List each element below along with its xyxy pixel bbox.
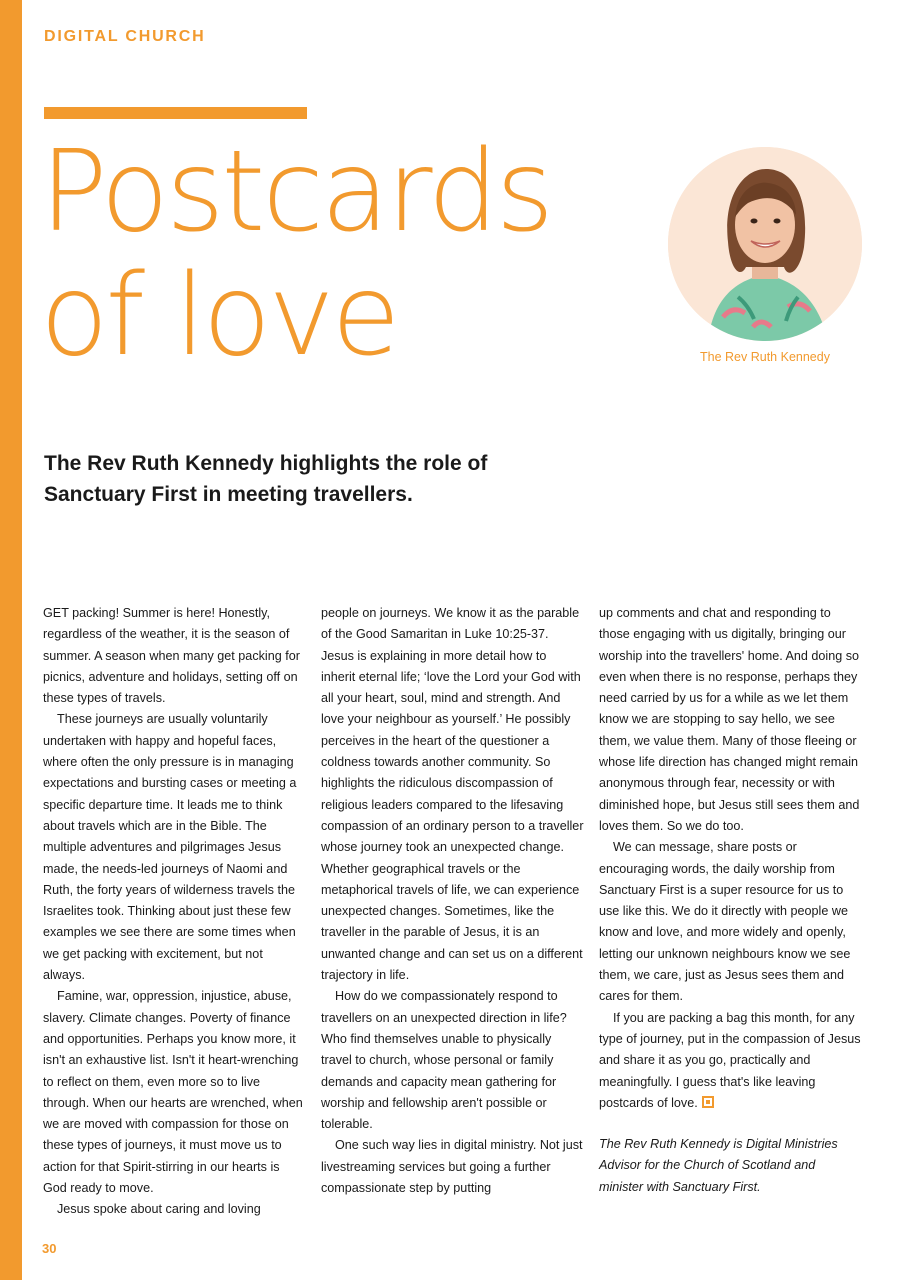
paragraph: How do we compassionately respond to travellers on an unexpected direction in life? Who find themselves unable to physically travel to church, whose personal or family demands and capacity mean gathering for worship and fellowship aren't possible or tolerable. — [321, 989, 567, 1132]
author-bio: The Rev Ruth Kennedy is Digital Ministries Advisor for the Church of Scotland and minister with Sanctuary First. — [599, 1137, 838, 1194]
paragraph: up comments and chat and responding to those engaging with us digitally, bringing our worship into the travellers' home. And doing so even when there is no response, perhaps they need carried by us for a while as we let them know we are stopping to say hello, we see them, we value them. Many of those fleeing or whose life direction has changed might remain anonymous through fear, necessity or with diminished hope, but Jesus still sees them and loves them. So we do too. — [599, 606, 860, 833]
body-column-1 — [43, 603, 306, 1221]
paragraph: One such way lies in digital ministry. Not just livestreaming services but going a further compassionate step by putting — [321, 1138, 583, 1196]
author-portrait — [668, 147, 862, 341]
paragraph: Famine, war, oppression, injustice, abuse, slavery. Climate changes. Poverty of finance and opportunities. Perhaps you know more, it isn't an exhaustive list. Isn't it heart-wrenching to reflect on them, even more so to live through. When our hearts are wrenched, when we are moved with compassion for those on these types of journeys, it must move us to action for that Spirit-stirring in our hearts is God ready to move. — [43, 989, 303, 1196]
section-label: DIGITAL CHURCH — [44, 28, 206, 45]
paragraph: people on journeys. We know it as the parable of the Good Samaritan in Luke 10:25-37. Jesus is explaining in more detail how to inherit eternal life; ‘love the Lord your God with all your heart, soul, mind and strength. And love your neighbour as yourself.’ He possibly perceives in the heart of the questioner a coldness towards another community. So highlights the ridiculous discompassion of religious leaders compared to the lifesaving compassion of an ordinary person to a traveller whose journey took an unexpected change. Whether geographical travels or the metaphorical travels of life, we can experience unexpected changes. Sometimes, like the traveller in the parable of Jesus, it is an unwanted change and can set us on a different trajectory in life. — [321, 606, 584, 983]
paragraph-final — [599, 1008, 862, 1114]
body-column-3 — [599, 603, 862, 1198]
page-number: 30 — [42, 1241, 57, 1256]
paragraph: GET packing! Summer is here! Honestly, regardless of the weather, it is the season of summer. A season when many get packing for picnics, adventure and holidays, setting off on these types of travels. — [43, 606, 300, 706]
portrait-illustration — [668, 147, 862, 341]
article-title — [40, 127, 552, 381]
article-title-line-1: Postcards — [40, 127, 552, 257]
final-paragraph-text: If you are packing a bag this month, for any type of journey, put in the compassion of Jesus and share it as you go, practically and meaningfully. I guess that's like leaving postcards of love. — [599, 1010, 861, 1110]
paragraph: These journeys are usually voluntarily undertaken with happy and hopeful faces, where often the only pressure is in managing expectations and bursting cases or meeting a specific departure time. It leads me to think about travels which are in the Bible. The multiple adventures and pilgrimages Jesus made, the needs-led journeys of Naomi and Ruth, the forty years of wilderness travels the Israelites took. Thinking about just these few examples we see there are some times when we get packing with excitement, but not always. — [43, 712, 297, 983]
article-title-line-2: of love — [40, 251, 398, 381]
body-column-2 — [321, 603, 584, 1199]
paragraph: We can message, share posts or encouraging words, the daily worship from Sanctuary First is a super resource for us to use like this. We do it directly with people we know and love, and more widely and openly, letting our unknown neighbours know we see them, we care, just as Jesus sees them and cares for them. — [599, 840, 851, 1004]
paragraph: Jesus spoke about caring and loving — [57, 1202, 261, 1217]
standfirst: The Rev Ruth Kennedy highlights the role of Sanctuary First in meeting travellers. — [44, 452, 488, 506]
portrait-caption: The Rev Ruth Kennedy — [700, 350, 830, 364]
title-rule — [44, 107, 307, 119]
end-mark-icon — [702, 1096, 714, 1108]
orange-edge-bar — [0, 0, 22, 1280]
